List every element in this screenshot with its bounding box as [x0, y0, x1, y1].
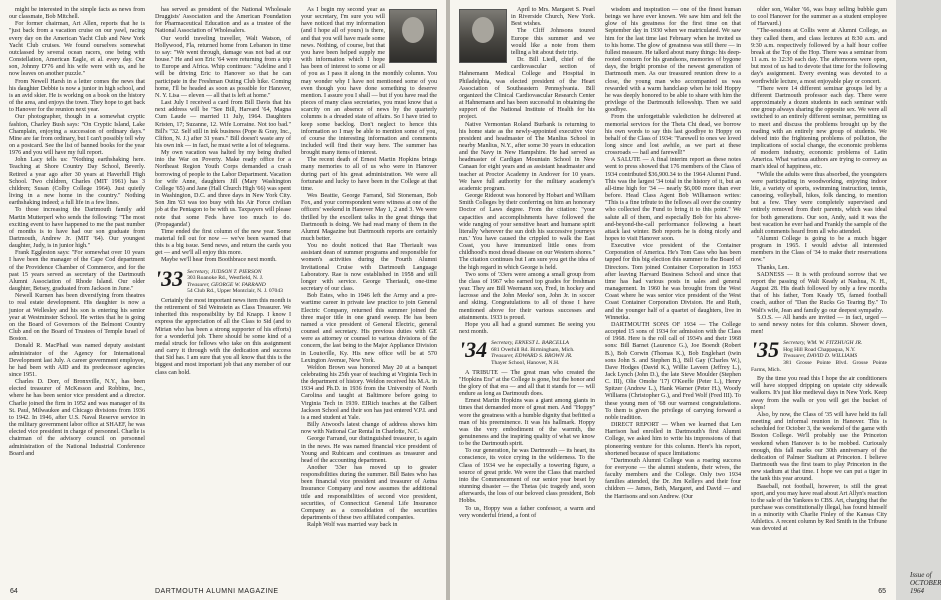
paragraph: Newell Kurnen has been diversifying from theatres to real estate development. His daughter is now a junior at Wellesley and his son is entering his senior year at Westminster School. He writes that he is going on the Board of Governors of the Belmont Country Club and on the Board of Trustees of Temple Israel of Boston. [9, 293, 145, 343]
paragraph: DIRECT REPORT — When we learned that Len Harrison had enrolled in Dartmouth's first Alumni College, we asked him to write his impressions of that pioneering venture for this column. Here's his report, shortened because of space limitations: [605, 422, 741, 457]
class-1935-heading [751, 337, 887, 373]
paragraph: S.O.S. — All hands are invited — in fact, urged — to send newsy notes for this column. Shower down, men! [751, 314, 887, 336]
column-5-text [605, 7, 741, 501]
paragraph: To those increasing the Dartmouth family add Martin Mutterperl who sends the following: "The most exciting event to have happened to me the past number of months is to have had our son graduate from Dartmouth, Andrew Jr. (MIT '64). Our youngest daughter, Judy, is in junior high." [9, 207, 145, 250]
paragraph: Another '33er has moved up to greater responsibilities during the summer. Bill Bates who has been financial vice president and treasurer of Aetna Insurance Company and now assumes the additional title and responsibilities of second vice president, securities, of Connecticut General Life Insurance Company as a consolidation of the securities departments of these two affiliated companies. [301, 465, 437, 522]
secretary-address: Hog Hill Road Chappaqua, N.Y. [783, 346, 856, 353]
page-number-right: 65 [878, 588, 886, 595]
secretary-name: Secretary, WM. W. FITZHUGH JR. [783, 340, 863, 347]
paragraph: The Cliff Johnsons toured Europe this summer and we would like a note from them telling a bit about their trip. [511, 28, 595, 56]
paragraph: George Rideout was honored by Hobart and William Smith Colleges by their conferring on him an honorary Doctor of Laws degree. From the citation: "your capacities and accomplishments have followed the wide ranging of your sensitive heart and humane spirit literally 'wherever the sun doth his successive journeys run.' You have caused the crippled to walk the East Coast, you have immunized little ones from childhood's most dread disease on our Western shores." The citation continues but I am sure you get the idea of the high regard in which George is held. [459, 193, 595, 271]
paragraph: The recent death of Ernest Martin Hopkins brings many memories to all of us who were in Hanover during part of his great administration. We were all fortunate and lucky to have been in the College at that time. [301, 157, 437, 192]
column-4-continued [459, 370, 595, 520]
paragraph: Bob Estes, who in 1946 left the Army and a pre-wartime career in private law practice to join General Electric Company, returned this summer joined the three major title in one grand sweep. He has been named a vice president of General Electric, general counsel and secretary. His previous duties with GE were as attorney or counsel to various divisions of the concern, the last being to the Major Appliance Division in Louisville, Ky. His new office will be at 570 Lexington Avenue, New York. [301, 293, 437, 364]
class-1934-heading [459, 337, 595, 366]
paragraph: Also, by now, the Class of '35 will have held its fall meeting and informal reunion in Hanover. This is scheduled for October 3, the weekend of the game with Boston College. We'll probably use the Princeton weekend when Hanover is to be mobbed. Curiously enough, this fall marks our 30th anniversary of the dedication of Palmer Stadium at Princeton. I believe Dartmouth was the first team to play Princeton in the new stadium at that time. I hope we can put a tiger in the tank this year around. [751, 411, 887, 483]
treasurer-address: 54 Club Rd., Upper Montclair, N. J. 07043 [187, 288, 283, 295]
paragraph: From Newell Harsh in a letter comes the news that his daughter Debbie is now a junior in high school, and is an avid skier. He is working on a book on the history of the area, and enjoys the town. They hope to get back to Hanover for the reunion next year. [9, 78, 145, 114]
paragraph: has served as president of the National Wholesale Druggists' Association and the American Foundation for Pharmaceutical Education and as a trustee of the National Association of Wholesalers. [155, 7, 291, 35]
portrait-photo [389, 9, 437, 63]
paragraph: Our world traveling traveller, Walt Watson, of Hollywood, Fla, returned home from Lebanon in time to say: "We went through, damage was not bad at our house." He and son Eric '64 were returning from a trip to Europe and Africa. Whip continues: "Adeline and I will be driving Eric to Hanover so that he can participate in the Freshman Outing Club hike. Coming home, I'll be headed as soon as possible for Hanover, N. Y. Lisa — eleven — all that is left at home." [155, 35, 291, 99]
paragraph: Time ended the first column of the new year. Some material fell out for now — we've been warned that this is a big issue. Send news, and return the cards you get — and we'll all enjoy this more. [155, 228, 291, 257]
column-6-text [751, 7, 887, 336]
paragraph: Last July I received a card from Bill Davis that his next address will be "See Bill, Harvard '64, Magna Cum Laude — married 11 July, 1964. Daughters Kristen, 17; Suzanne, 12. Wife Lorraine. Not too bad." Bill's "32. Self still in ink business (Pope & Gray, Inc., Clifton, N. J.) after 31 years." Bill doesn't waste any of his own ink — in fact, he must write a lot of telegrams. [155, 100, 291, 149]
paragraph: older son, Walter '66, was busy selling bubble gum to cool Hanover for the summer as a student employee of Harvard.) [751, 7, 887, 28]
right-page [450, 0, 941, 600]
paragraph: To our generation, he was Dartmouth — its heart, its conscience, its voice crying in the wilderness. To the Class of 1934 we he especially a towering figure, a source of great pride. We were the Class that marched into the Commencement of our senior year beset by stunning disaster — the Thetas (sic tragedy and, soon afterwards, the loss of our beloved class president, Bob Hobbs. [459, 448, 595, 505]
paragraph: John Lacy tells us: "Nothing earthshaking here. Teaching at Shore Country Day School, Beverly. Retired a year ago after 30 years at Haverhill High School. Two children, Charles (MIT 1961) has 3 children; Susan (Colby College 1964). Just quietly living in a new home in the country." Nothing earthshaking indeed; a full life in a few lines. [9, 157, 145, 207]
paragraph: Wes Beattie, George Farrand, Sid Stoneman, Bob Fox, and your correspondent were witness at one of the officers' weekend in Hanover May 1, 2 and 3. We were thrilled by the excellent talks in the great things that Dartmouth is doing. We had read many of them in the Alumni Magazine but Dartmouth reports are certainly much better. [301, 193, 437, 242]
paragraph: Charles D. Dorr, of Bronxville, N.Y., has been elected treasurer of McKesson and Robbins, Inc., where he has been senior vice president and a director. Charlie joined the firm in 1952 and was manager of its St. Paul, Milwaukee and Chicago divisions from 1936 to 1942. In 1946, after U.S. Naval Reserve service in the military government labor office at SHAEF, he was elected vice president in charge of personnel. Charlie is chairman of the advisory council on personnel administration of the National Industrial Conference Board and [9, 379, 145, 457]
paragraph: George Farrand, our distinguished treasurer, is again in the news. He was named financial vice president of Young and Rubicam and continues as treasurer and head of the accounting department. [301, 436, 437, 464]
secretary-address: 303 Roanoke Rd., Westfield, N. J. [187, 275, 264, 282]
column-3-text [301, 7, 437, 529]
issue-label: Issue of OCTOBER 1964 [910, 571, 941, 595]
column-6 [751, 7, 887, 575]
paragraph: Certainly the most important news item this month is the retirement of Sid Weinstein as Class Treasurer. We inherited this responsibility by Ed Knapp. I know I express the appreciation of all the Class to Sid (and to Mirian who has been a strong supporter of his efforts) for a wonderful job. There should be some kind of a medal struck for fellows who take on this assignment and carry it through with the dedication and success that Sid has. I am sure that you all know that this is the biggest and most important job that any member of our class can hold. [155, 298, 291, 376]
paragraph: Hope you all had a grand summer. Be seeing you next month. [459, 321, 595, 336]
class-number: '34 [459, 337, 488, 363]
paragraph: Thanks, Len. [757, 264, 789, 271]
class-number: '35 [751, 337, 780, 363]
paragraph: A TRIBUTE — The great man who created the "Hopkins Era" at the College is gone, but the honor and the glory of that era — and all that it stands for — will endure as long as Dartmouth does. [459, 369, 595, 398]
treasurer-address: Thayer School, Hanover, N.H. [491, 359, 560, 366]
column-3 [301, 7, 437, 575]
column-2-continued [155, 298, 291, 377]
treasurer-name: Treasurer, DAVID D. WILLIAMS [783, 353, 858, 360]
paragraph: Baseball, not football, however, is still the great sport, and you may have read about Art Allyn's reaction to the sale of the Yankees to CBS. Art, charging that the purchase was constitutionally illegal, has found himself in a minority with Charlie Finley of the Kansas City Athletics. A recent column by Red Smith in the Tribune was devoted at [751, 483, 887, 533]
paragraph: As I begin my second year as your secretary, I'm sure you will have noticed that my information (and I hope all of yours) is there, and that you will have made some news. Nothing, of course, but that you have been helped supply me with information which I hope has been of interest to some or all of you as I pass it along in the monthly column. You may wonder why I have not mentioned some of you even though you have done something to deserve mention. I assure you I shall — but if you have read the pieces of many class secretaries, you must know that a scarcity on an absence of news by the quarterly columns is a dreaded state of affairs. So I have tried to keep some backlog. Don't neglect to hence this information so I may be able to mention some of you, of course the interesting information and comments included will find their way here. The summer has brought many items of interest. [301, 7, 437, 157]
paragraph: To us, Hoppy was a father confessor, a warm and very wonderful friend, a font of [459, 505, 595, 519]
paragraph: You no doubt noticed that Rae Theriault was assistant dean of summer programs and responsible for women's activities during the Fourth Alumni Invitational Cruise with Dartmouth Language Laboratory. Rae is now established in 1958 and still longer with service. George Theriault, one-time secretary of our class. [301, 243, 437, 293]
column-4 [459, 7, 595, 575]
paragraph: A SALUTE — A final interim report as these notes went to press showed that 176 members of the Class of 1934 contributed $36,900.34 to the 1964 Alumni Fund. This was the largest '34 total in the history of it, but an all-time high for '34 — nearly $6,000 more than ever before. Head Class Agent Bob Williamson writes: "This is a fine tribute to the fellows all over the country who collected the Fund to bring it to this point." We salute all of them, and especially Bob for his above-and-beyond-the-call performance following a heart attack last winter. Bob reports he is doing nicely and hopes to visit Hanover soon. [605, 157, 741, 242]
paragraph: "While the adults were thus absorbed, the youngsters were participating in woodworking, enjoying indoor life, a variety of sports, swimming instruction, tennis, canoeing, volleyball, hikes, folk dancing, to mention but a few. They were completely supervised and entirely removed from their parents, which was ideal for both generations. Our son, Andy, said it was the best vacation he ever had and Frankly the sample of the adult comments heard from all who attended. [751, 171, 887, 235]
paragraph: Native Vermontan Roland Burbank is returning to his home state as the newly-appointed executive vice president and headmaster of The Manlius School in nearby Manlius, N.Y., after some 30 years in education and the Navy in New Hampshire. He had served as headmaster of Cardigan Mountain School in New Canaan for eight years and as assistant headmaster and teacher at Proctor Academy in Andover for 10 years. We have full authority for the military academy's academic program. [459, 121, 595, 192]
paragraph: Our photographer, though in a somewhat cryptic fashion, Charley Bush says: "On Cryptic Island, Lake Champlain, enjoying a succession of ordinary days." Mine are far from ordinary, but I can't possibly tell why on a postcard. See the list of banned books for the year 1976 and you will have my full report. [9, 114, 145, 157]
paragraph: My own vacation was halted by my being drafted into the War on Poverty. Make ready office for a Northeast Region Youth Corps demanded a crash borrowing of people to the Labor Department. Vacation for wife Anne, daughters Jill (Mary Washington College '65) and Jane (Hall Church High '66) was spent in Washington, D.C. and three days in New York City. Son Jim '63 was too busy with his Air Force civilian job at the Pentagon to be with us. Taxpayers will please note that some Feds have too much to do. (Propaganda!) [155, 150, 291, 228]
paragraph: Dr. Bill Liedl, chief of the cardiovascular section of Hahnemann Medical College and Hospital in Philadelphia, was elected president of the Heart Association of Southeastern Pennsylvania. Bill organized the Clinical Cardiovascular Research Center at Hahnemann and has been successful in obtaining the support of the National Institute of Health for his project. [459, 57, 595, 121]
column-5 [605, 7, 741, 575]
paragraph: wisdom and inspiration — one of the finest human beings we have ever known. We saw him and felt the glow of his greatness for the first time on that September day in 1930 when we matriculated. We saw him for the last time last February when he invited us to his home. The glow of greatness was still there — in fullest measure. He talked about many things: his deep-rooted concern for his grandsons, memories of bygone days, the bright promise of the newest generation of Dartmouth men. As our treasured reunion drew to a close, the young man who accompanied us was rewarded with a warm handclasp when he told Hoppy he was deeply honored to be able to share with him the privilege of the Dartmouth fellowship. Then we said goodbye. [605, 7, 741, 114]
paragraph: Executive vice president of the Container Corporation of America. He's Tom Cass who has been tapped for this big election this summer to the Board of Directors. Tom joined Container Corporation in 1953 after leaving Harvard Business School and since that time has had various posts in sales and general management. In 1960 he was brought from the West Coast where he was senior vice president of the West Coast Container Corporation Division. He and Ruth, and the younger half of a quartet of daughters, live in Winnetka. [605, 243, 741, 321]
paragraph: Ralph Wolf was married way back in [307, 522, 398, 529]
portrait-photo [459, 9, 507, 63]
treasurer-name: Treasurer, EDWARD S. BROWN JR. [491, 353, 573, 360]
paragraph: Donald R. MacPhail was named deputy assistant administrator of the Agency for International Development last July. A career government employee, he had been with AID and its predecessor agencies since 1951. [9, 343, 145, 378]
paragraph: might be interested in the simple facts as news from our classmate, Bob Mitchell. [9, 7, 145, 21]
paragraph: Ernest Martin Hopkins was a giant among giants in times that demanded more of great men. And "Hoppy" wore the greatness with a humble dignity that befitted a man of his preeminence. It was his hallmark. Hoppy was the very embodiment of the warmth, the genuineness and the inspiring quality of what we know to be the Dartmouth spirit. [459, 398, 595, 448]
paragraph: For former chairman, Art Allen, reports that he is "just back from a vacation cruise on our yawl, racing every day on the American Yacht Club and New York Yacht Club cruises. We found ourselves somewhat outclassed by several ocean racers, one being with Constellation, American Eagle, et al. every day. Our son, Johnny D'76 and his wife were with us, and he now leaves on another puzzle." [9, 21, 145, 78]
page-number-left: 64 [10, 588, 18, 595]
column-1 [9, 7, 145, 575]
treasurer-name: Treasurer, GEORGE W. FARRAND [187, 281, 266, 288]
paragraph: Weldon Brown was honored May 20 at a banquet celebrating his 25th year of teaching at Virginia Tech in the department of history. Weldon received his M.A. in 1934 and Ph.D. in 1936 from the University of North Carolina and taught at Baltimore before going to Virginia Tech in 1939. EIRich teaches at the Gilbert Jackson School and their son has just entered V.P.I. and is a med student at Yale. [301, 364, 437, 421]
class-number: '33 [155, 265, 184, 291]
paragraph: "The-sessions at Collis were at Alumni College, as they called them, and class lectures at 8:30 a.m. and 9:30 a.m. respectively followed by a half hour coffee break at the Top of the Hop. There was a seminar from 11 a.m. to 12:30 each day. The afternoons were open, but most of us had to devote that time for the following day's assignment. Every evening was devoted to a worthwhile lecture, a most enjoyable play or concert. [751, 28, 887, 85]
left-page [0, 0, 446, 600]
paragraph: April to Mrs. Margaret S. Pearl in Riverside Church, New York. Best wishes. [511, 7, 595, 28]
secretary-address: 681 Overhill Rd. Birmingham, Mich. [491, 346, 575, 353]
column-2 [155, 7, 291, 575]
paragraph: Maybe we'll hear from Boothbrace next month. [161, 257, 277, 264]
treasurer-address: 381 Grosse Pointe Blvd. Grosse Pointe Farms, Mich. [751, 359, 887, 373]
paragraph: Two sons of '33ers were among a small group from the class of 1967 who earned top grades for freshman year. They are Bill Weemann son, Fred, in hockey and lacrosse and the John Meeks' son, John Jr. in soccer and skiing. Congratulations to all of those I have mentioned above for their various successes and attainments. 1933 is proud. [459, 271, 595, 321]
paragraph: From the unforgettable valediction he delivered at memorial services for the Theta Chi dead, we borrow his own words to say this last goodbye to Hoppy on behalf of the Class of 1934: "Farewell to ones we loved long since and lost awhile, as we part at these crossroads — hail and farewell!" [605, 114, 741, 157]
secretary-name: Secretary, ERNEST L. BARCELLA [491, 340, 569, 347]
secretary-name: Secretary, JUDSON T. PIERSON [187, 268, 262, 275]
paragraph: "Alumni College is going to be a much bigger program in 1965. I would advise all interested members in the Class of '34 to make their reservations now." [751, 236, 887, 264]
paragraph: DARTMOUTH SONS OF 1934 — The College accepted 15 sons of 1934 for admission with the Class of 1968. Here is the roll call of 1934's and their 1968 sons: Bill Barnet (Laurence G.), Joe Boendt (Robert B.), Bob Corwin (Thomas K.), Bob Englehart (twin sons John S. and Stephen B.), Bill Gay (Charles W.), Dave Hodges (David K.), Willie Laveen (Jeffrey L.), Jack Lynch (John D.), the late Steve Moulder (Stephen C. III), Olie Omohe '17) O'Keeffe (Peter L.), Henry Spitzer (Andrew L.), Hank Warner (Peter H.), Woody Williams (Christopher G.), and Fred Wolf (Fred III). To these young men of '68 our warmest congratulations. To them is given the privilege of carrying forward a noble tradition. [605, 321, 741, 421]
column-2-text [155, 7, 291, 265]
paragraph: By the time you read this I hope the air conditioners will have stopped dripping on upstate city sidewalk walkers. It's just like medieval days in New York. Keep away from the walls or you will get the bucket of slops! [751, 376, 887, 411]
magazine-title: DARTMOUTH ALUMNI MAGAZINE [155, 588, 279, 595]
class-1933-heading [155, 265, 291, 295]
paragraph: Billy Atwood's latest change of address shows him now with National Car Rental in Charlotte, N.C. [301, 422, 437, 436]
paragraph: SADNESS — It is with profound sorrow that we report the passing of Walt Keady at Nashua, N. H., August 28. His death followed by only a few months that of his father, Tom Keady '05, famed football coach, author of "Dan the Rucks Go Tearing By." To Walt's wife, Jean and family go our deepest sympathy. [751, 271, 887, 314]
paragraph: "There were 14 different seminar groups led by a different Dartmouth professor each day. There were approximately a dozen students in each seminar with one group always sharing the opposite sex. We were all switched to an entirely different seminar, permitting us to meet and discuss the problems brought up by the reading with an entirely new group of students. We delved into the frightening problems of pollution, the implications of social change, the economic problems of modern industry, economic problems of Latin America. What various authors are trying to convey as man's ideal of happiness, etc. [751, 85, 887, 171]
column-6-continued [751, 376, 887, 533]
paragraph: Frank Eggleston says: "For somewhat over 10 years I have been the manager of the Cape Cod department of the Providence Chamber of Commerce, and for the past 15 years served as secretary of the Dartmouth Alumni Association of Rhode Island. Our older daughter, Betsey, graduated from Jackson in June." [9, 250, 145, 293]
paragraph: "Dartmouth Alumni College was a roaring success for everyone — the alumni students, their wives, the faculty members and the College. Only two 1934 families attended, the Dr. Jim Kelleys and their four children — James, Beth, Margaret, and David — and the Harrisons and son Andrew. (Our [605, 457, 741, 500]
